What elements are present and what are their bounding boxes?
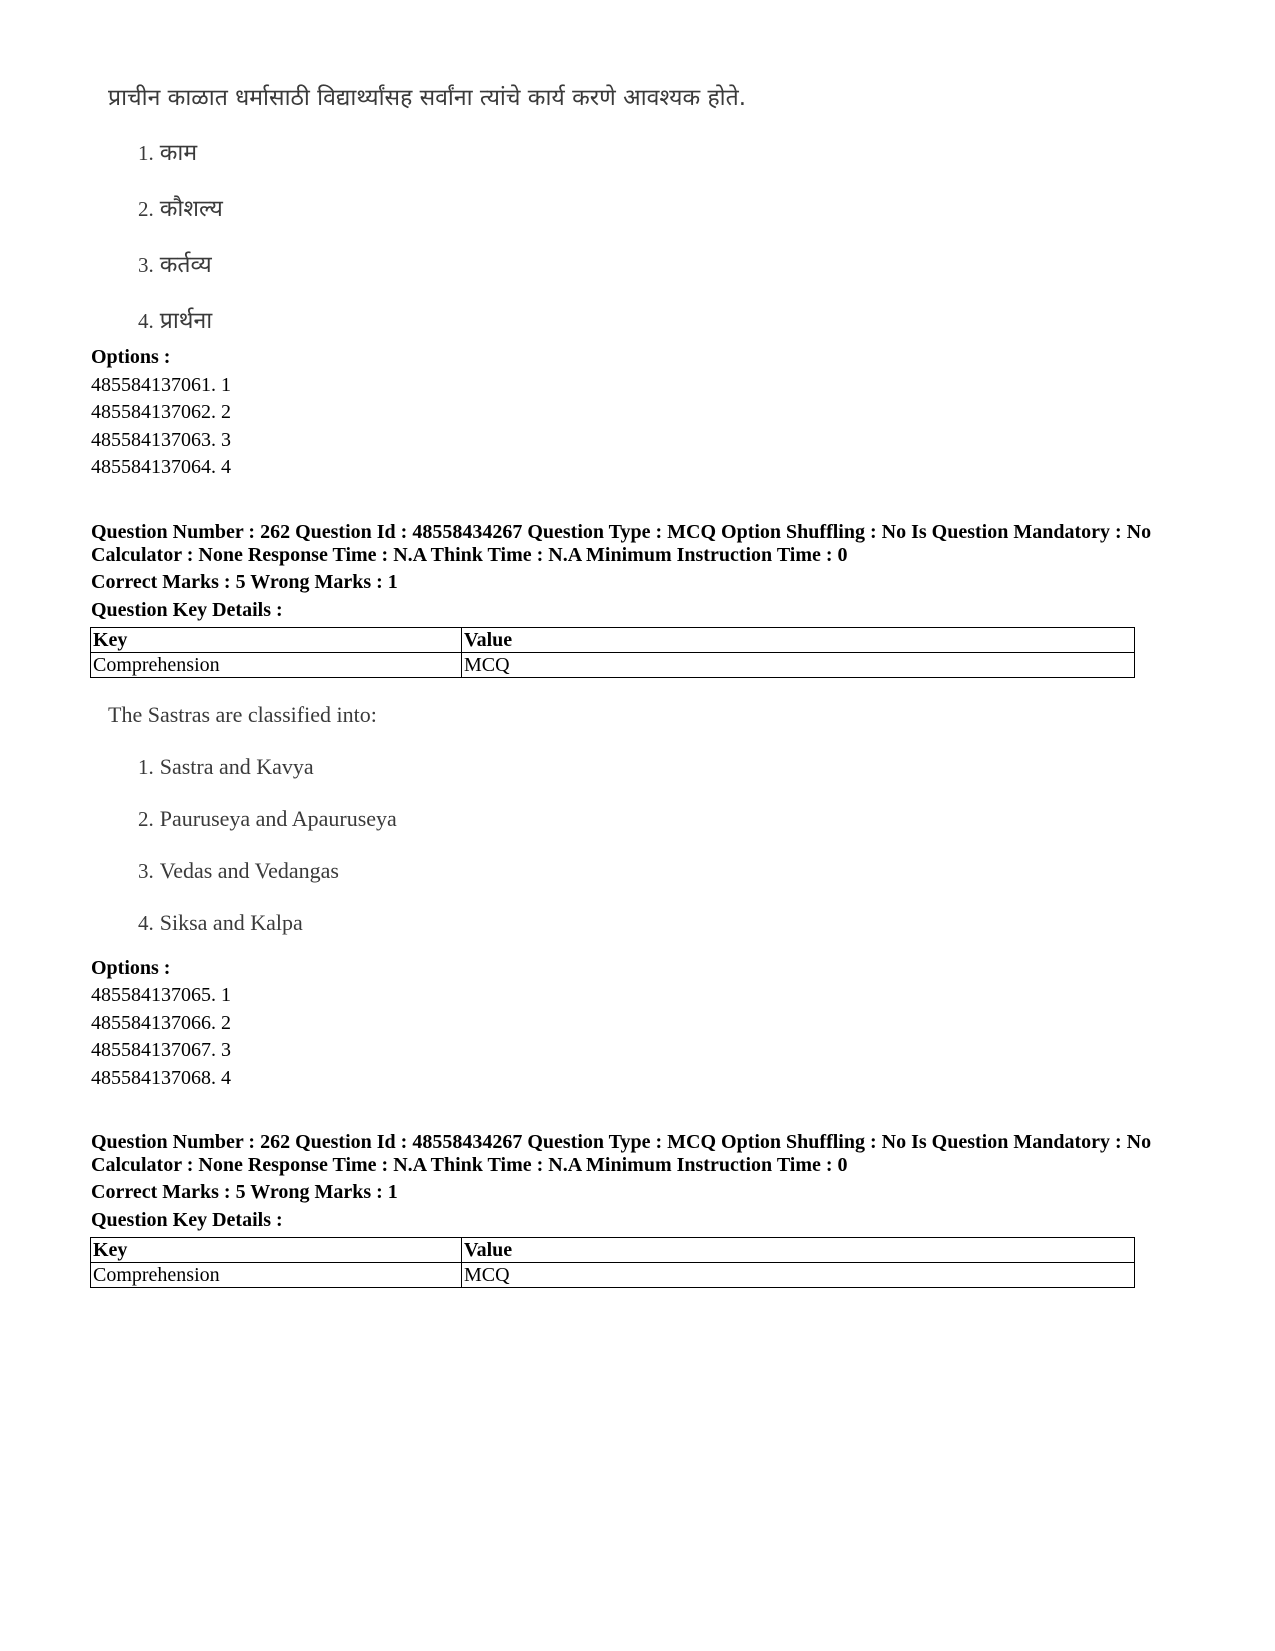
choice-number: 1. <box>138 755 154 779</box>
choice-text: प्रार्थना <box>159 308 213 334</box>
choice-text: Siksa and Kalpa <box>159 910 303 935</box>
key-details-table <box>90 627 1135 678</box>
choice-1 <box>138 135 197 167</box>
table-header-row <box>91 1238 1135 1263</box>
table-row <box>91 653 1135 678</box>
option-line: 485584137067. 3 <box>91 1039 231 1061</box>
choice-number: 3. <box>138 859 154 883</box>
choice-4 <box>138 303 212 335</box>
question-image-marathi <box>108 80 1008 350</box>
options-label: Options : <box>91 346 171 368</box>
option-line: 485584137061. 1 <box>91 374 231 396</box>
option-line: 485584137066. 2 <box>91 1012 231 1034</box>
option-line: 485584137064. 4 <box>91 456 231 478</box>
cell-value: MCQ <box>462 1263 1135 1288</box>
question-stem: प्राचीन काळात धर्मासाठी विद्यार्थ्यांसह सर्वांना त्यांचे कार्य करणे आवश्यक होते. <box>108 85 747 111</box>
option-line: 485584137065. 1 <box>91 984 231 1006</box>
choice-number: 2. <box>138 807 154 831</box>
header-value: Value <box>462 628 1135 653</box>
choice-text: Vedas and Vedangas <box>159 858 339 883</box>
choice-number: 3. <box>138 253 154 277</box>
choice-number: 2. <box>138 197 154 221</box>
choice-2 <box>138 806 397 832</box>
choice-number: 4. <box>138 309 154 333</box>
choice-text: Sastra and Kavya <box>159 754 314 779</box>
header-value: Value <box>462 1238 1135 1263</box>
header-key: Key <box>91 1238 462 1263</box>
question-metadata: Question Number : 262 Question Id : 48558434267 Question Type : MCQ Option Shuffling : No Is Question Mandatory : No Calculator : None Response Time : N.A Think Time : N.A Minimum Instruction Time : 0 <box>91 521 1152 566</box>
choice-4 <box>138 910 303 936</box>
choice-number: 4. <box>138 911 154 935</box>
choice-text: काम <box>159 140 198 166</box>
option-line: 485584137062. 2 <box>91 401 231 423</box>
option-line: 485584137063. 3 <box>91 429 231 451</box>
choice-text: कौशल्य <box>159 196 223 222</box>
choice-1 <box>138 754 314 780</box>
key-details-label: Question Key Details : <box>91 599 283 621</box>
cell-key: Comprehension <box>91 1263 462 1288</box>
cell-key: Comprehension <box>91 653 462 678</box>
marks-line: Correct Marks : 5 Wrong Marks : 1 <box>91 571 398 593</box>
cell-value: MCQ <box>462 653 1135 678</box>
question-image-english <box>108 702 808 942</box>
choice-3 <box>138 858 339 884</box>
choice-number: 1. <box>138 141 154 165</box>
choice-3 <box>138 247 212 279</box>
key-details-table <box>90 1237 1135 1288</box>
option-line: 485584137068. 4 <box>91 1067 231 1089</box>
header-key: Key <box>91 628 462 653</box>
choice-2 <box>138 191 223 223</box>
choice-text: Pauruseya and Apauruseya <box>159 806 397 831</box>
table-row <box>91 1263 1135 1288</box>
key-details-label: Question Key Details : <box>91 1209 283 1231</box>
question-stem: The Sastras are classified into: <box>108 702 377 727</box>
question-metadata: Question Number : 262 Question Id : 48558434267 Question Type : MCQ Option Shuffling : No Is Question Mandatory : No Calculator : None Response Time : N.A Think Time : N.A Minimum Instruction Time : 0 <box>91 1131 1152 1176</box>
choice-text: कर्तव्य <box>159 252 212 278</box>
options-label: Options : <box>91 957 171 979</box>
table-header-row <box>91 628 1135 653</box>
marks-line: Correct Marks : 5 Wrong Marks : 1 <box>91 1181 398 1203</box>
